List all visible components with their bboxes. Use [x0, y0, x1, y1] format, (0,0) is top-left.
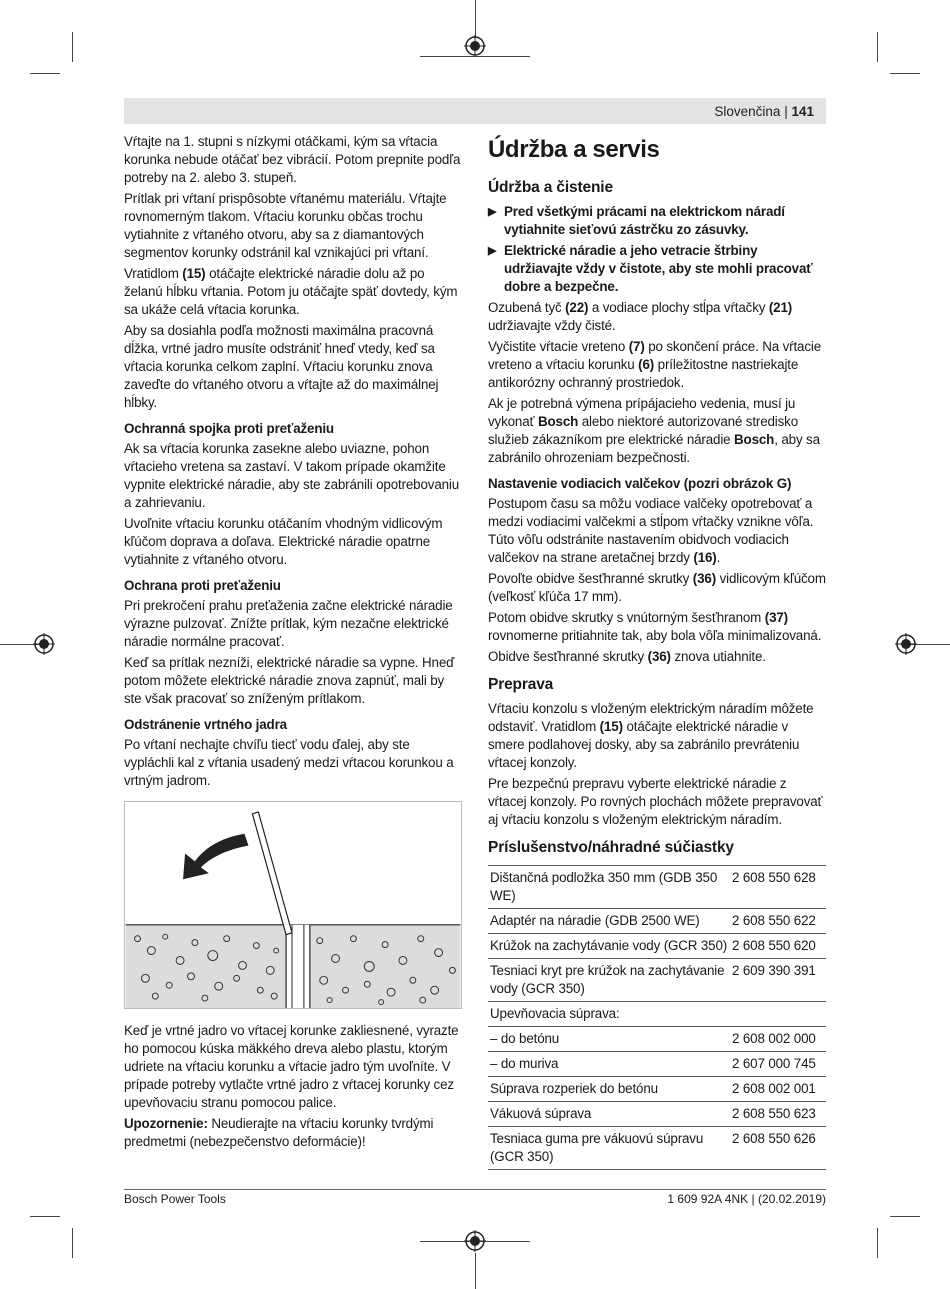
note-label: Upozornenie:: [124, 1116, 208, 1131]
paragraph: Ak je potrebná výmena prípájacieho vedenia, musí ju vykonať Bosch alebo niektoré autorizované stredisko služieb zákazníkom pre elektrické náradie Bosch, aby sa zabránilo ohrozeniam bezpečnosti.: [488, 396, 820, 465]
paragraph: Povoľte obidve šesťhranné skrutky (36) vidlicovým kľúčom (veľkosť kľúča 17 mm).: [488, 571, 826, 604]
table-row: Vákuová súprava 2 608 550 623: [488, 1102, 826, 1127]
crop-mark: [475, 0, 476, 38]
paragraph: Vratidlom (15) otáčajte elektrické náradie dolu až po želanú hĺbku vŕtania. Potom ju otáčajte späť dovtedy, kým sa ukáže celá vŕtacia korunka.: [124, 266, 458, 317]
page-header: [714, 104, 814, 119]
crop-mark: [72, 32, 73, 62]
table-row: Upevňovacia súprava:: [488, 1002, 826, 1027]
paragraph: Potom obidve skrutky s vnútorným šesťhranom (37) rovnomerne pritiahnite tak, aby bola vôľa minimalizovaná.: [488, 610, 822, 643]
registration-mark-icon: [464, 35, 486, 57]
right-column: [488, 133, 826, 1170]
crop-mark: [877, 1228, 878, 1258]
footer-divider: [124, 1189, 826, 1190]
paragraph: Uvoľnite vŕtaciu korunku otáčaním vhodným vidlicovým kľúčom doprava a doľava. Elektrické náradie opatrne vytiahnite z vŕtaného otvoru.: [124, 516, 443, 567]
crop-mark: [890, 73, 920, 74]
header-separator: |: [784, 104, 788, 119]
paragraph: Obidve šesťhranné skrutky (36) znova utiahnite.: [488, 649, 766, 664]
left-column: [124, 133, 462, 1154]
table-row: Súprava rozperiek do betónu 2 608 002 001: [488, 1077, 826, 1102]
crop-mark: [30, 1216, 60, 1217]
reference-number: (15): [182, 266, 206, 281]
section-heading: Údržba a čistenie: [488, 179, 613, 196]
section-heading: Preprava: [488, 676, 554, 693]
paragraph: Pri prekročení prahu preťaženia začne elektrické náradie výrazne pulzovať. Znížte prítlak, kým nezačne elektrické náradie normálne pracovať.: [124, 598, 453, 649]
section-heading: Príslušenstvo/náhradné súčiastky: [488, 839, 734, 856]
registration-mark-icon: [33, 633, 55, 655]
warning-note: Upozornenie: Neudierajte na vŕtaciu korunky tvrdými predmetmi (nebezpečenstvo deformácie)!: [124, 1116, 434, 1149]
crop-mark: [890, 1216, 920, 1217]
paragraph: Vŕtajte na 1. stupni s nízkymi otáčkami, kým sa vŕtacia korunka nebude otáčať bez vibrácií. Potom prepnite podľa potreby na 2. alebo 3. stupeň.: [124, 134, 461, 185]
triangle-bullet-icon: ▶: [488, 245, 497, 257]
accessories-table: [488, 865, 826, 1170]
table-row: – do betónu 2 608 002 000: [488, 1027, 826, 1052]
crop-mark: [877, 32, 878, 62]
page-number: 141: [791, 104, 814, 119]
registration-mark-icon: [464, 1230, 486, 1252]
footer-publisher: Bosch Power Tools: [124, 1192, 226, 1206]
table-row: Tesniaci kryt pre krúžok na zachytávanie vody (GCR 350) 2 609 390 391: [488, 959, 826, 1002]
paragraph: Keď sa prítlak nezníži, elektrické náradie sa vypne. Hneď potom môžete elektrické náradie znova zapnúť, mali by ste však pracovať so zníženým prítlakom.: [124, 655, 455, 706]
table-row: Krúžok na zachytávanie vody (GCR 350) 2 608 550 620: [488, 934, 826, 959]
paragraph: Po vŕtaní nechajte chvíľu tiecť vodu ďalej, aby ste vypláchli kal z vŕtania usadený medzi vŕtacou korunkou a vrtným jadrom.: [124, 737, 454, 788]
paragraph: Aby sa dosiahla podľa možnosti maximálna pracovná dĺžka, vrtné jadro musíte odstrániť hneď vtedy, keď sa vŕtacia korunka celkom zaplní. Vŕtaciu korunku znova zaveďte do vŕtaného otvoru a vŕtajte až do maximálnej hĺbky.: [124, 323, 439, 410]
chapter-title: Údržba a servis: [488, 136, 660, 163]
paragraph: Ozubená tyč (22) a vodiace plochy stĺpa vŕtačky (21) udržiavajte vždy čisté.: [488, 300, 793, 333]
paragraph: Pre bezpečnú prepravu vyberte elektrické náradie z vŕtacej konzoly. Po rovných plochách môžete prepravovať aj vŕtaciu konzolu s vloženým elektrickým náradím.: [488, 776, 823, 827]
section-heading: Ochrana proti preťaženiu: [124, 578, 281, 593]
safety-bullet: ▶ Elektrické náradie a jeho vetracie štrbiny udržiavajte vždy v čistote, aby ste mohli pracovať dobre a bezpečne.: [488, 243, 813, 294]
registration-mark-icon: [895, 633, 917, 655]
table-row: Dištančná podložka 350 mm (GDB 350 WE) 2 608 550 628: [488, 866, 826, 909]
table-row: Adaptér na náradie (GDB 2500 WE) 2 608 550 622: [488, 909, 826, 934]
header-language: Slovenčina: [714, 104, 781, 119]
safety-bullet: ▶ Pred všetkými prácami na elektrickom náradí vytiahnite sieťovú zástrčku zo zásuvky.: [488, 204, 785, 237]
crop-mark: [72, 1228, 73, 1258]
core-removal-illustration: [124, 801, 462, 1009]
crop-mark: [475, 1253, 476, 1289]
paragraph: Keď je vrtné jadro vo vŕtacej korunke zakliesnené, vyrazte ho pomocou kúska mäkkého dreva alebo plastu, ktorým udriete na vŕtaciu korunku a vŕtacie jadro tým uvoľníte. V prípade potreby vytlačte vrtné jadro z vŕtacej korunky cez upevňovaciu stranu pomocou palice.: [124, 1023, 459, 1110]
paragraph: Ak sa vŕtacia korunka zasekne alebo uviazne, pohon vŕtacieho vretena sa zastaví. V takom prípade okamžite vypnite elektrické náradie, aby ste zabránili opotrebovaniu a zahrievaniu.: [124, 441, 460, 510]
table-row: – do muriva 2 607 000 745: [488, 1052, 826, 1077]
section-heading: Odstránenie vrtného jadra: [124, 717, 287, 732]
paragraph: Postupom času sa môžu vodiace valčeky opotrebovať a medzi vodiacimi valčekmi a stĺpom vŕtačky vznikne vôľa. Túto vôľu odstránite nastavením obidvoch vodiacich valčekov na strane aretačnej brzdy (16).: [488, 496, 814, 565]
paragraph: Prítlak pri vŕtaní prispôsobte vŕtanému materiálu. Vŕtajte rovnomerným tlakom. Vŕtaciu korunku občas trochu vytiahnite z vŕtaného otvoru, aby sa z diamantových segmentov korunky odstránil kal vznikajúci pri vŕtaní.: [124, 191, 447, 260]
triangle-bullet-icon: ▶: [488, 206, 497, 218]
crop-mark: [30, 73, 60, 74]
section-heading: Ochranná spojka proti preťaženiu: [124, 421, 334, 436]
section-heading: Nastavenie vodiacich valčekov (pozri obrázok G): [488, 476, 792, 491]
paragraph: Vyčistite vŕtacie vreteno (7) po skončení práce. Na vŕtacie vreteno a vŕtaciu korunku (6) príležitostne nastriekajte antikorózny ochranný prostriedok.: [488, 339, 822, 390]
table-row: Tesniaca guma pre vákuovú súpravu (GCR 350) 2 608 550 626: [488, 1127, 826, 1170]
paragraph: Vŕtaciu konzolu s vloženým elektrickým náradím môžete odstaviť. Vratidlom (15) otáčajte elektrické náradie v smere podlahovej dosky, aby sa zabránilo prevráteniu vŕtacej konzoly.: [488, 701, 814, 770]
footer-doc-id: 1 609 92A 4NK | (20.02.2019): [667, 1192, 826, 1206]
